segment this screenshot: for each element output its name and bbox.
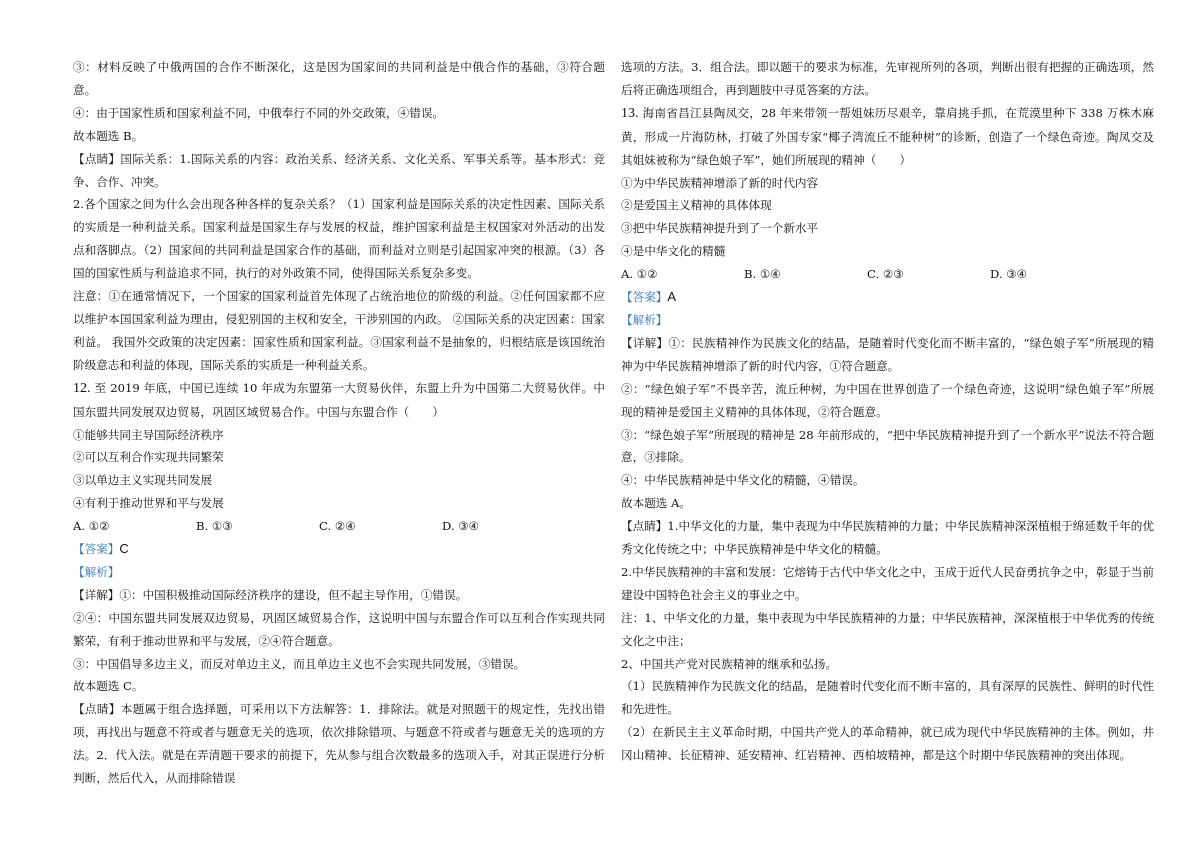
paragraph: ③：材料反映了中俄两国的合作不断深化，这是因为国家间的共同利益是中俄合作的基础，③符合题意。	[73, 60, 605, 97]
paragraph: 【点睛】国际关系：1.国际关系的内容：政治关系、经济关系、文化关系、军事关系等。基本形式：竞争、合作、冲突。	[73, 151, 605, 189]
question-number: 12.	[73, 380, 91, 396]
answer-line	[73, 538, 605, 561]
question-item: ①能够共同主导国际经济秩序	[73, 427, 224, 442]
question-stem: 海南省昌江县陶凤交，28 年来带领一帮姐妹历尽艰辛，靠肩挑手抓，在荒漠里种下 338 万株木麻黄，形成一片海防林，打破了外国专家“椰子湾流丘不能种树”的诊断，创造了一个绿色奇迹。陶凤交及其姐妹被称为“绿色娘子军”，她们所展现的精神（ ）	[621, 105, 1154, 167]
paragraph: 【点睛】1.中华文化的力量，集中表现为中华民族精神的力量；中华民族精神深深植根于绵延数千年的优秀文化传统之中；中华民族精神是中华文化的精髓。	[621, 519, 1154, 557]
paragraph: 【详解】①：民族精神作为民族文化的结晶，是随着时代变化而不断丰富的，“绿色娘子军”所展现的精神为中华民族精神增添了新的时代内容，①符合题意。	[621, 335, 1154, 373]
question-12-stem	[73, 377, 605, 424]
question-13-stem	[621, 102, 1154, 172]
paragraph: 故本题选 C。	[73, 679, 144, 694]
paragraph: 2.各个国家之间为什么会出现各种各样的复杂关系？（1）国家利益是国际关系的决定性因素、国际关系的实质是一种利益关系。国家利益是国家生存与发展的权益，维护国家利益是主权国家对外活动的出发点和落脚点。（2）国家间的共同利益是国家合作的基础，而利益对立则是引起国家冲突的根源。（3）各国的国家性质与利益追求不同，执行的对外政策不同，使得国际关系复杂多变。	[73, 197, 605, 281]
question-item: ①为中华民族精神增添了新的时代内容	[621, 175, 819, 190]
option-d: D. ③④	[990, 267, 1028, 282]
paragraph: ②④：中国东盟共同发展双边贸易，巩固区域贸易合作，这说明中国与东盟合作可以互利合作实现共同繁荣，有利于推动世界和平与发展，②④符合题意。	[73, 610, 605, 648]
paragraph: 2、中国共产党对民族精神的继承和弘扬。	[621, 656, 838, 671]
option-a: A. ①②	[73, 519, 110, 534]
paragraph: 注意：①在通常情况下，一个国家的国家利益首先体现了占统治地位的阶级的利益。②任何国家都不应以维护本国国家利益为理由，侵犯别国的主权和安全，干涉别国的内政。 ②国际关系的决定因素：国家利益。 我国外交政策的决定因素：国家性质和国家利益。③国家利益不是抽象的，归根结底是该国统治阶级意志和利益的体现，国际关系的实质是一种利益关系。	[73, 289, 605, 372]
paragraph: 故本题选 B。	[73, 128, 144, 143]
paragraph: ②：“绿色娘子军”不畏辛苦，流丘种树，为中国在世界创造了一个绿色奇迹，这说明“绿色娘子军”所展现的精神是爱国主义精神的具体体现，②符合题意。	[621, 381, 1154, 419]
paragraph: 2.中华民族精神的丰富和发展：它熔铸于古代中华文化之中，玉成于近代人民奋勇抗争之中，彰显于当前建设中国特色社会主义的事业之中。	[621, 564, 1154, 602]
option-a: A. ①②	[621, 267, 658, 282]
answer-tag: 【答案】	[73, 542, 120, 557]
options-row	[73, 515, 605, 538]
paragraph: （2）在新民主主义革命时期，中国共产党人的革命精神，就已成为现代中华民族精神的主体。例如，井冈山精神、长征精神、延安精神、红岩精神、西柏坡精神，都是这个时期中华民族精神的突出体现。	[621, 725, 1154, 763]
paragraph: ③：中国倡导多边主义，而反对单边主义，而且单边主义也不会实现共同发展，③错误。	[73, 656, 526, 671]
paragraph: 注：1、中华文化的力量，集中表现为中华民族精神的力量；中华民族精神，深深植根于中华优秀的传统文化之中注；	[621, 610, 1154, 648]
option-b: B. ①④	[744, 267, 781, 282]
question-item: ②是爱国主义精神的具体体现	[621, 198, 772, 213]
answer-line	[621, 286, 1154, 309]
option-d: D. ③④	[442, 519, 480, 534]
analysis-tag: 【解析】	[621, 312, 668, 327]
right-column	[621, 56, 1154, 767]
paragraph: 【点睛】本题属于组合选择题，可采用以下方法解答：1．排除法。就是对照题干的规定性，先找出错项，再找出与题意不符或者与题意无关的选项，依次排除错项、与题意不符或者与题意无关的选项的方法。2．代入法。就是在弄清题干要求的前提下，先从参与组合次数最多的选项入手，对其正误进行分析判断，然后代入，从而排除错误	[73, 702, 605, 786]
question-item: ③以单边主义实现共同发展	[73, 473, 213, 488]
question-item: ③把中华民族精神提升到了一个新水平	[621, 221, 819, 236]
left-column	[73, 56, 605, 790]
answer-tag: 【答案】	[621, 290, 668, 305]
option-c: C. ②④	[319, 519, 356, 534]
paragraph: ③：“绿色娘子军”所展现的精神是 28 年前形成的，“把中华民族精神提升到了一个新水平”说法不符合题意，③排除。	[621, 427, 1154, 465]
analysis-tag: 【解析】	[73, 564, 120, 579]
answer-value: C	[119, 541, 129, 557]
question-item: ④是中华文化的精髓	[621, 244, 726, 259]
paragraph: ④：中华民族精神是中华文化的精髓，④错误。	[621, 473, 865, 488]
question-stem: 至 2019 年底，中国已连续 10 年成为东盟第一大贸易伙伴，东盟上升为中国第二大贸易伙伴。中国东盟共同发展双边贸易，巩固区域贸易合作。中国与东盟合作（ ）	[73, 380, 605, 419]
options-row	[621, 263, 1154, 286]
paragraph: （1）民族精神作为民族文化的结晶，是随着时代变化而不断丰富的，具有深厚的民族性、鲜明的时代性和先进性。	[621, 679, 1154, 717]
answer-value: A	[667, 289, 677, 305]
paragraph: ④：由于国家性质和国家利益不同，中俄奉行不同的外交政策，④错误。	[73, 105, 445, 120]
question-item: ④有利于推动世界和平与发展	[73, 496, 224, 511]
paragraph: 【详解】①：中国积极推动国际经济秩序的建设，但不起主导作用，①错误。	[73, 587, 468, 602]
option-b: B. ①③	[196, 519, 233, 534]
question-item: ②可以互利合作实现共同繁荣	[73, 450, 224, 465]
paragraph: 选项的方法。3．组合法。即以题干的要求为标准，先审视所列的各项，判断出很有把握的正确选项，然后将正确选项组合，再到题肢中寻觅答案的方法。	[621, 60, 1154, 97]
question-number: 13.	[621, 105, 639, 121]
paragraph: 故本题选 A。	[621, 496, 692, 511]
option-c: C. ②③	[867, 267, 904, 282]
